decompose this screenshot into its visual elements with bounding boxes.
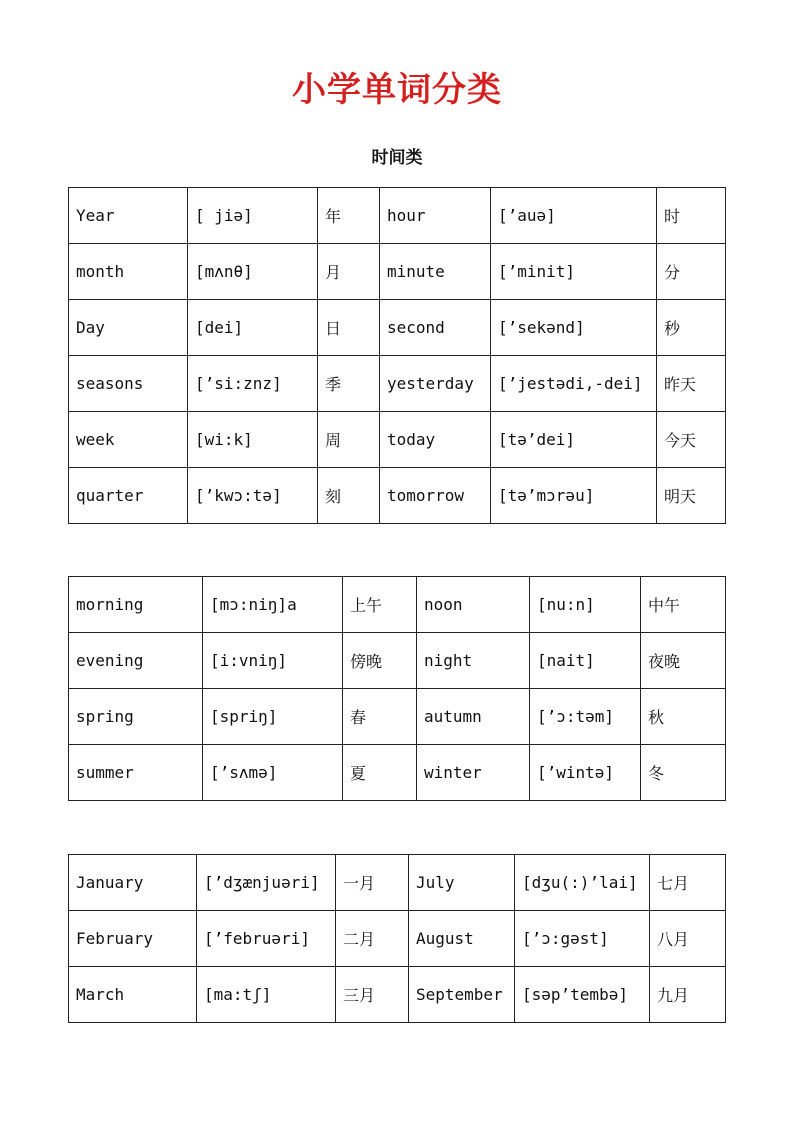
english-word-cell: quarter [69, 468, 188, 524]
table-row [69, 911, 726, 967]
chinese-meaning-cell: 中午 [641, 577, 726, 633]
english-word-cell: February [69, 911, 197, 967]
phonetic-cell: [’sekənd] [491, 300, 657, 356]
phonetic-cell: [’sʌmə] [203, 745, 343, 801]
table-row [69, 967, 726, 1023]
chinese-meaning-cell: 季 [318, 356, 380, 412]
table-row [69, 745, 726, 801]
section-title: 时间类 [371, 148, 423, 168]
phonetic-cell: [ma:tʃ] [197, 967, 336, 1023]
table-row [69, 188, 726, 244]
chinese-meaning-cell: 秋 [641, 689, 726, 745]
phonetic-cell: [wi:k] [188, 412, 318, 468]
chinese-meaning-cell: 上午 [343, 577, 417, 633]
phonetic-cell: [ jiə] [188, 188, 318, 244]
english-word-cell: tomorrow [380, 468, 491, 524]
chinese-meaning-cell: 日 [318, 300, 380, 356]
phonetic-cell: [’februəri] [197, 911, 336, 967]
day-season-vocab-table [68, 576, 726, 801]
table-row [69, 577, 726, 633]
english-word-cell: January [69, 855, 197, 911]
english-word-cell: evening [69, 633, 203, 689]
chinese-meaning-cell: 二月 [336, 911, 409, 967]
english-word-cell: winter [417, 745, 530, 801]
phonetic-cell: [’ɔ:təm] [530, 689, 641, 745]
chinese-meaning-cell: 一月 [336, 855, 409, 911]
chinese-meaning-cell: 时 [657, 188, 726, 244]
english-word-cell: spring [69, 689, 203, 745]
chinese-meaning-cell: 春 [343, 689, 417, 745]
phonetic-cell: [tə’mɔrəu] [491, 468, 657, 524]
phonetic-cell: [səp’tembə] [515, 967, 650, 1023]
english-word-cell: today [380, 412, 491, 468]
phonetic-cell: [’dʒænjuəri] [197, 855, 336, 911]
english-word-cell: September [409, 967, 515, 1023]
chinese-meaning-cell: 八月 [650, 911, 726, 967]
phonetic-cell: [i:vniŋ] [203, 633, 343, 689]
phonetic-cell: [dei] [188, 300, 318, 356]
table-row [69, 689, 726, 745]
phonetic-cell: [tə’dei] [491, 412, 657, 468]
english-word-cell: summer [69, 745, 203, 801]
table-row [69, 633, 726, 689]
english-word-cell: second [380, 300, 491, 356]
phonetic-cell: [nu:n] [530, 577, 641, 633]
table-row [69, 412, 726, 468]
table-row [69, 300, 726, 356]
chinese-meaning-cell: 年 [318, 188, 380, 244]
table-row [69, 244, 726, 300]
month-vocab-table [68, 854, 726, 1023]
english-word-cell: month [69, 244, 188, 300]
chinese-meaning-cell: 分 [657, 244, 726, 300]
phonetic-cell: [mʌnθ] [188, 244, 318, 300]
table-row [69, 356, 726, 412]
chinese-meaning-cell: 刻 [318, 468, 380, 524]
english-word-cell: minute [380, 244, 491, 300]
english-word-cell: autumn [417, 689, 530, 745]
time-vocab-table [68, 187, 726, 524]
english-word-cell: night [417, 633, 530, 689]
table-row [69, 468, 726, 524]
phonetic-cell: [nait] [530, 633, 641, 689]
chinese-meaning-cell: 冬 [641, 745, 726, 801]
english-word-cell: March [69, 967, 197, 1023]
chinese-meaning-cell: 夜晚 [641, 633, 726, 689]
phonetic-cell: [’wintə] [530, 745, 641, 801]
english-word-cell: August [409, 911, 515, 967]
phonetic-cell: [’auə] [491, 188, 657, 244]
english-word-cell: seasons [69, 356, 188, 412]
chinese-meaning-cell: 九月 [650, 967, 726, 1023]
phonetic-cell: [mɔ:niŋ]a [203, 577, 343, 633]
english-word-cell: noon [417, 577, 530, 633]
english-word-cell: Year [69, 188, 188, 244]
chinese-meaning-cell: 三月 [336, 967, 409, 1023]
english-word-cell: Day [69, 300, 188, 356]
chinese-meaning-cell: 傍晚 [343, 633, 417, 689]
phonetic-cell: [’si:znz] [188, 356, 318, 412]
chinese-meaning-cell: 周 [318, 412, 380, 468]
table-row [69, 855, 726, 911]
phonetic-cell: [dʒu(:)’lai] [515, 855, 650, 911]
phonetic-cell: [spriŋ] [203, 689, 343, 745]
phonetic-cell: [’jestədi,-dei] [491, 356, 657, 412]
english-word-cell: week [69, 412, 188, 468]
chinese-meaning-cell: 七月 [650, 855, 726, 911]
chinese-meaning-cell: 昨天 [657, 356, 726, 412]
chinese-meaning-cell: 今天 [657, 412, 726, 468]
phonetic-cell: [’minit] [491, 244, 657, 300]
phonetic-cell: [’kwɔ:tə] [188, 468, 318, 524]
chinese-meaning-cell: 夏 [343, 745, 417, 801]
chinese-meaning-cell: 月 [318, 244, 380, 300]
phonetic-cell: [’ɔ:gəst] [515, 911, 650, 967]
english-word-cell: morning [69, 577, 203, 633]
english-word-cell: hour [380, 188, 491, 244]
page-title: 小学单词分类 [292, 70, 502, 110]
chinese-meaning-cell: 秒 [657, 300, 726, 356]
chinese-meaning-cell: 明天 [657, 468, 726, 524]
english-word-cell: July [409, 855, 515, 911]
english-word-cell: yesterday [380, 356, 491, 412]
